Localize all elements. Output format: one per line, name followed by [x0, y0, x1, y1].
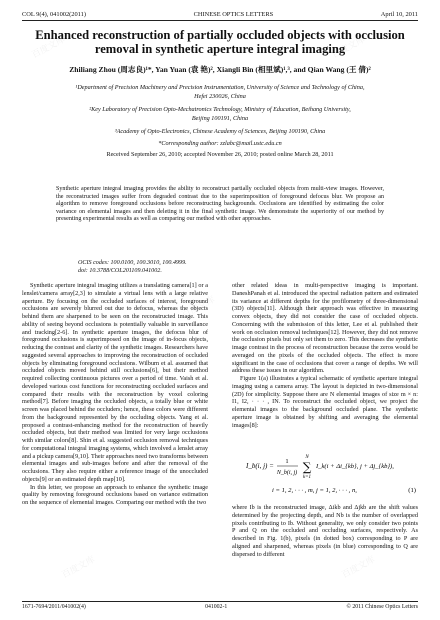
- left-column: [22, 282, 208, 507]
- left-paragraph-2: In this letter, we propose an approach to enhance the synthetic image quality by removing foreground occlusions based on variance estimation on the sequence of elemental images. Comparing our method with the two: [22, 483, 208, 506]
- affiliation-1: ¹Department of Precision Machinery and Precision Instrumentation, University of Science and Technology of China,: [75, 84, 365, 91]
- watermark: 百度文库: [60, 554, 97, 581]
- received-dates: Received September 26, 2010; accepted November 26, 2010; posted online March 28, 2011: [106, 151, 334, 158]
- codes-block: [78, 260, 187, 275]
- watermark: 百度文库: [340, 554, 377, 581]
- eq-frac-num: 1: [285, 458, 289, 465]
- watermark: 百度文库: [330, 34, 367, 61]
- right-paragraph-3: where Ib is the reconstructed image, Δikb and Δjkb are the shift values determined by the projecting depth, and Nb is the number of overlapped pixels contributing to Ib. Without generality, we only consider two points P and Q on the occluded and occluding surfaces, respectively. As described in Fig. 1(b), pixels (in dotted box) corresponding to P are aligned and sharpened, whereas pixels (in blue) corresponding to Q are dispersed to different: [232, 504, 418, 558]
- running-footer: [22, 601, 418, 614]
- copyright: © 2011 Chinese Optics Letters: [346, 604, 418, 610]
- eq-sum-bottom: k=1: [302, 475, 312, 480]
- equation-1: [232, 450, 418, 502]
- ocis-codes: OCIS codes: 100.0100, 100.3010, 100.4999.: [78, 260, 187, 266]
- affiliation-2: ²Key Laboratory of Precision Opto-Mechatronics Technology, Ministry of Education, Beihang University,: [89, 106, 351, 113]
- equation-svg: [232, 450, 418, 502]
- eq-range: i = 1, 2, · · · , m, j = 1, 2, · · · , n,: [272, 487, 357, 494]
- running-header: [22, 6, 418, 21]
- left-paragraph-1: Synthetic aperture integral imaging utilizes a translating camera[1] or a lenslet/camera array[2,3] to simulate a virtual lens with a large relative aperture. By focusing on the occluded surfaces of interest, foreground occlusions are severely blurred out due to defocus, whereas the objects behind them are sharpened to be seen on the reconstructed image. This ability of seeing beyond occlusions is potentially valuable in surveillance and tracking[2-6]. In synthetic aperture images, the defocus blur of foreground occlusions is superimposed on the image of in-focus objects, reducing the contrast and clarity of the synthetic images. Researchers have suggested several approaches to improving the reconstruction of occluded objects by eliminating foreground occlusions. Wilburn et al. assumed that occluded objects moved behind still occlusions[6], but their method required collecting continuous pictures over a period of time. Vaish et al. developed various cost functions for reconstructing occluded surfaces and compared their results with the reconstruction by voxel coloring method[7]. Before imaging the occluded objects, a totally blue or white screen was placed behind the occluders; hence, these colors were different from the background represented by the occluding objects. Yang et al. proposed a contrast-enhancing method for the reconstruction of heavily occluded objects, but their method was limited for very large occlusions with similar colors[8]. Shin et al. suggested occlusion removal techniques for computational integral imaging systems, which involved a lenslet array and a pickup camera[9,10]. Their approaches need two transforms between elemental images and sub-images before and after the removal of the occlusions. They also require either a reference image of the unoccluded objects[9] or an estimated depth map[10].: [22, 282, 208, 483]
- eq-sum-top: N: [305, 455, 309, 460]
- right-column-bottom: [232, 504, 418, 558]
- right-column-top: [232, 282, 418, 429]
- right-paragraph-1: other related ideas in multi-perspective imaging is important. DaneshPanah et al. introduced the spectral radiation pattern and estimated its variance at different depths for the profilometry of three-dimensional (3D) objects[11]. Although their approach was effective in measuring convex objects, they did not consider the case of occluded objects. Concerning with the submission of this letter, Lee et al. published their work on occlusion removal techniques[12]. However, they did not remove the occlusion pixels but only set them to zero. This decreases the synthetic image contrast in the process of reconstruction because the zeros would be averaged on the pixels of the occluded objects. The effect is more significant in the case of occlusions that cover a range of depths. We will address these issues in our algorithm.: [232, 282, 418, 375]
- affiliation-3: ³Academy of Opto-Electronics, Chinese Academy of Sciences, Beijing 100190, China: [114, 128, 326, 135]
- author-list: Zhiliang Zhou (周志良)¹*, Yan Yuan (袁 艳)², Xiangli Bin (相里斌)¹,³, and Qian Wang (王 倩)²: [69, 65, 371, 74]
- doi: doi: 10.3788/COL201109.041002.: [78, 267, 162, 274]
- watermark: 百度文库: [30, 34, 67, 61]
- paper-title: Enhanced reconstruction of partially occluded objects with occlusion removal in synthetic aperture integral imaging: [35, 28, 405, 56]
- eq-number: (1): [408, 487, 416, 494]
- eq-frac-den: N_b(i, j): [276, 470, 298, 476]
- journal-citation: COL 9(4), 041002(2011): [22, 11, 86, 18]
- affiliation-1-city: Hefei 230026, China: [194, 93, 246, 100]
- watermark: 百度文库: [180, 294, 217, 321]
- eq-lhs: I_b(i, j) =: [246, 462, 274, 470]
- affiliation-2-city: Beijing 100191, China: [191, 115, 249, 122]
- issue-date: April 10, 2011: [380, 11, 418, 18]
- page-number: 041002-1: [205, 604, 228, 610]
- eq-body: I_k(i + Δi_{kb}, j + Δj_{kb}),: [316, 463, 394, 470]
- abstract: Synthetic aperture integral imaging provides the ability to reconstruct partially occluded objects from multi-view images. However, the reconstructed images suffer from degraded contrast due to the superimposition of foreground defocus blur. We propose an algorithm to remove foreground occlusions before reconstructing backgrounds. Occlusions are identified by estimating the color variance on elemental images and then deleting it in the final synthetic image. We demonstrate the superiority of our method by presenting experimental results as well as comparing our method with other approaches.: [56, 186, 384, 223]
- eq-sum-sign: ∑: [302, 460, 312, 474]
- journal-name: CHINESE OPTICS LETTERS: [193, 11, 274, 18]
- corresponding-author: *Corresponding author: zzlabc@mail.ustc.edu.cn: [158, 140, 282, 147]
- right-paragraph-2: Figure 1(a) illustrates a typical schematic of synthetic aperture integral imaging using a camera array. The layout is depicted in two-dimensional (2D) for simplicity. Suppose there are N elemental images of size m × n: I1, I2, · · · , IN. To reconstruct the occluded object, we project the elemental images to the background occluded plane. The synthetic aperture image is obtained by shifting and averaging the elemental images[8]:: [232, 375, 418, 429]
- issn: 1671-7694/2011/041002(4): [22, 604, 86, 610]
